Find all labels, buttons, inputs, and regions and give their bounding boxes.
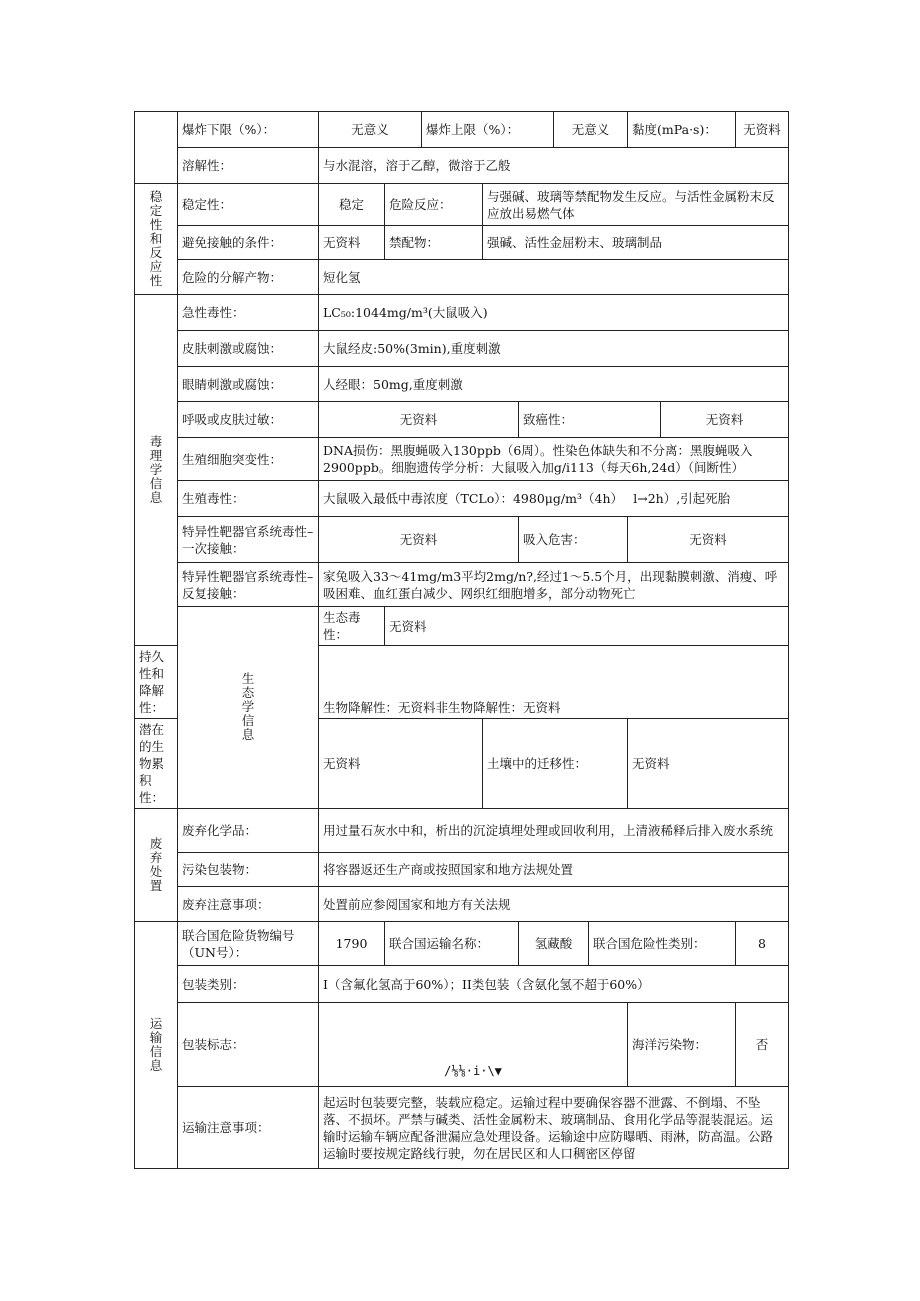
transport-notes-value: 起运时包装要完整，装载应稳定。运输过程中要确保容器不泄露、不倒塌、不坠落、不损坏。严禁与碱类、活性金属粉末、玻璃制品、食用化学品等混装混运。运输时运输车辆应配备泄漏应急处理设备。运输途中应防曝晒、雨淋，防高温。公路运输时要按规定路线行驶，勿在居民区和人口稠密区停留 — [319, 1087, 789, 1169]
repro-label: 生殖毒性： — [178, 481, 319, 517]
hazard-pictogram: /⅛⅛·i·\▼ — [444, 1064, 502, 1078]
eye-value: 人经眼：50mg,重度刺激 — [319, 367, 789, 402]
row-un-number — [135, 922, 789, 966]
section-transport — [135, 922, 178, 1169]
lel-value: 无意义 — [319, 112, 422, 148]
eco-value: 无资料 — [385, 607, 789, 646]
un-class-value: 8 — [736, 922, 789, 966]
mut-value: DNA损伤：黑腹蝇吸入130ppb（6周）。性染色体缺失和不分离：黑腹蝇吸入2900ppb。细胞遗传学分析：大鼠吸入加g/i113（每天6h,24d）（间断性） — [319, 438, 789, 481]
section-toxicology — [135, 295, 178, 646]
disposal-notes-value: 处置前应参阅国家和地方有关法规 — [319, 887, 789, 922]
row-stability — [135, 184, 789, 226]
eco-label: 生态毒性： — [319, 607, 385, 646]
incompat-label: 禁配物： — [385, 226, 483, 260]
sds-sheet — [134, 111, 788, 1169]
packing-group-label: 包装类别： — [178, 966, 319, 1003]
waste-value: 用过量石灰水中和，析出的沉淀填埋处理或回收利用，上清液稀释后排入废水系统 — [319, 809, 789, 853]
acute-label: 急性毒性： — [178, 295, 319, 331]
row-transport-notes — [135, 1087, 789, 1169]
stability-label: 稳定性： — [178, 184, 319, 226]
persist-label: 持久性和降解性： — [135, 646, 178, 719]
section-disposal — [135, 809, 178, 922]
sds-table — [134, 111, 789, 1169]
pack-value: 将容器返还生产商或按照国家和地方法规处置 — [319, 853, 789, 887]
sens-value: 无资料 — [319, 402, 519, 438]
skin-label: 皮肤刺激或腐蚀： — [178, 331, 319, 367]
un-class-label: 联合国危险性类别： — [589, 922, 736, 966]
solubility-label: 溶解性： — [178, 148, 319, 184]
section-stability — [135, 184, 178, 295]
waste-label: 废弃化学品： — [178, 809, 319, 853]
row-avoid-conditions — [135, 226, 789, 260]
mobility-value: 无资料 — [628, 719, 789, 809]
mut-label: 生殖细胞突变性： — [178, 438, 319, 481]
bioacc-label: 潜在的生物累积性： — [135, 719, 178, 809]
row-contaminated-packaging — [135, 853, 789, 887]
stot-single-value: 无资料 — [319, 517, 519, 563]
un-name-label: 联合国运输名称： — [385, 922, 519, 966]
bioacc-value: 无资料 — [319, 719, 483, 809]
row-reproductive — [135, 481, 789, 517]
section-toxicology-title: 毒理学信息 — [149, 433, 163, 505]
section-ecology — [178, 607, 319, 809]
row-waste — [135, 809, 789, 853]
row-solubility — [135, 148, 789, 184]
packing-mark-label: 包装标志： — [178, 1003, 319, 1087]
solubility-value: 与水混溶，溶于乙醇，微溶于乙般 — [319, 148, 789, 184]
packing-group-value: I（含氟化氢高于60%）；II类包装（含氨化氢不超于60%） — [319, 966, 789, 1003]
section-transport-title: 运输信息 — [149, 1015, 163, 1073]
section-disposal-title: 废弃处置 — [149, 835, 163, 893]
row-decomposition — [135, 260, 789, 295]
section-stability-title: 稳定性和反应性 — [149, 188, 163, 288]
section-physical — [135, 112, 178, 184]
eye-label: 眼睛刺激或腐蚀： — [178, 367, 319, 402]
uel-value: 无意义 — [554, 112, 628, 148]
un-value: 1790 — [319, 922, 385, 966]
avoid-value: 无资料 — [319, 226, 385, 260]
row-packing-mark — [135, 1003, 789, 1087]
acute-value: LC₅₀:1044mg/m³(大鼠吸入) — [319, 295, 789, 331]
row-eye — [135, 367, 789, 402]
repro-value: 大鼠吸入最低中毒浓度（TCLo）：4980μg/m³（4h） l→2h）,引起死胎 — [319, 481, 789, 517]
decomp-value: 短化氢 — [319, 260, 789, 295]
row-ecotoxicity — [135, 607, 789, 646]
row-disposal-notes — [135, 887, 789, 922]
row-stot-single — [135, 517, 789, 563]
packing-mark-cell — [319, 1003, 628, 1087]
row-stot-repeat — [135, 563, 789, 607]
carc-value: 无资料 — [661, 402, 789, 438]
row-acute-toxicity — [135, 295, 789, 331]
aspiration-label: 吸入危害： — [519, 517, 628, 563]
decomp-label: 危险的分解产物： — [178, 260, 319, 295]
section-ecology-title: 生态学信息 — [241, 671, 255, 742]
lel-label: 爆炸下限（%）： — [178, 112, 319, 148]
stot-repeat-label: 特异性靶器官系统毒性–反复接触： — [178, 563, 319, 607]
hazard-reaction-value: 与强碱、玻璃等禁配物发生反应。与活性金属粉末反应放出易燃气体 — [483, 184, 789, 226]
viscosity-value: 无资料 — [736, 112, 789, 148]
stability-value: 稳定 — [319, 184, 385, 226]
row-packing-group — [135, 966, 789, 1003]
row-explosion-limits — [135, 112, 789, 148]
uel-label: 爆炸上限（%）： — [422, 112, 554, 148]
row-skin — [135, 331, 789, 367]
viscosity-label: 黏度(mPa·s)： — [628, 112, 736, 148]
un-label: 联合国危险货物编号（UN号）： — [178, 922, 319, 966]
marine-pollutant-label: 海洋污染物： — [628, 1003, 736, 1087]
row-mutagenicity — [135, 438, 789, 481]
persist-value: 生物降解性：无资料非生物降解性：无资料 — [319, 646, 789, 719]
incompat-value: 强碱、活性金屈粉末、玻璃制品 — [483, 226, 789, 260]
aspiration-value: 无资料 — [628, 517, 789, 563]
pack-label: 污染包装物： — [178, 853, 319, 887]
sens-label: 呼吸或皮肤过敏： — [178, 402, 319, 438]
hazard-reaction-label: 危险反应： — [385, 184, 483, 226]
skin-value: 大鼠经皮:50%(3min),重度刺激 — [319, 331, 789, 367]
row-sensitization — [135, 402, 789, 438]
transport-notes-label: 运输注意事项： — [178, 1087, 319, 1169]
avoid-label: 避免接触的条件： — [178, 226, 319, 260]
mobility-label: 土壤中的迁移性： — [483, 719, 628, 809]
marine-pollutant-value: 否 — [736, 1003, 789, 1087]
stot-repeat-value: 家兔吸入33～41mg/m3平均2mg/n?,经过1～5.5个月，出现黏膜刺激、消瘦、呼吸困难、血红蛋白减少、网织红细胞增多，部分动物死亡 — [319, 563, 789, 607]
disposal-notes-label: 废弃注意事项： — [178, 887, 319, 922]
un-name-value: 氢藏酸 — [519, 922, 589, 966]
stot-single-label: 特异性靶器官系统毒性–一次接触： — [178, 517, 319, 563]
carc-label: 致癌性： — [519, 402, 661, 438]
